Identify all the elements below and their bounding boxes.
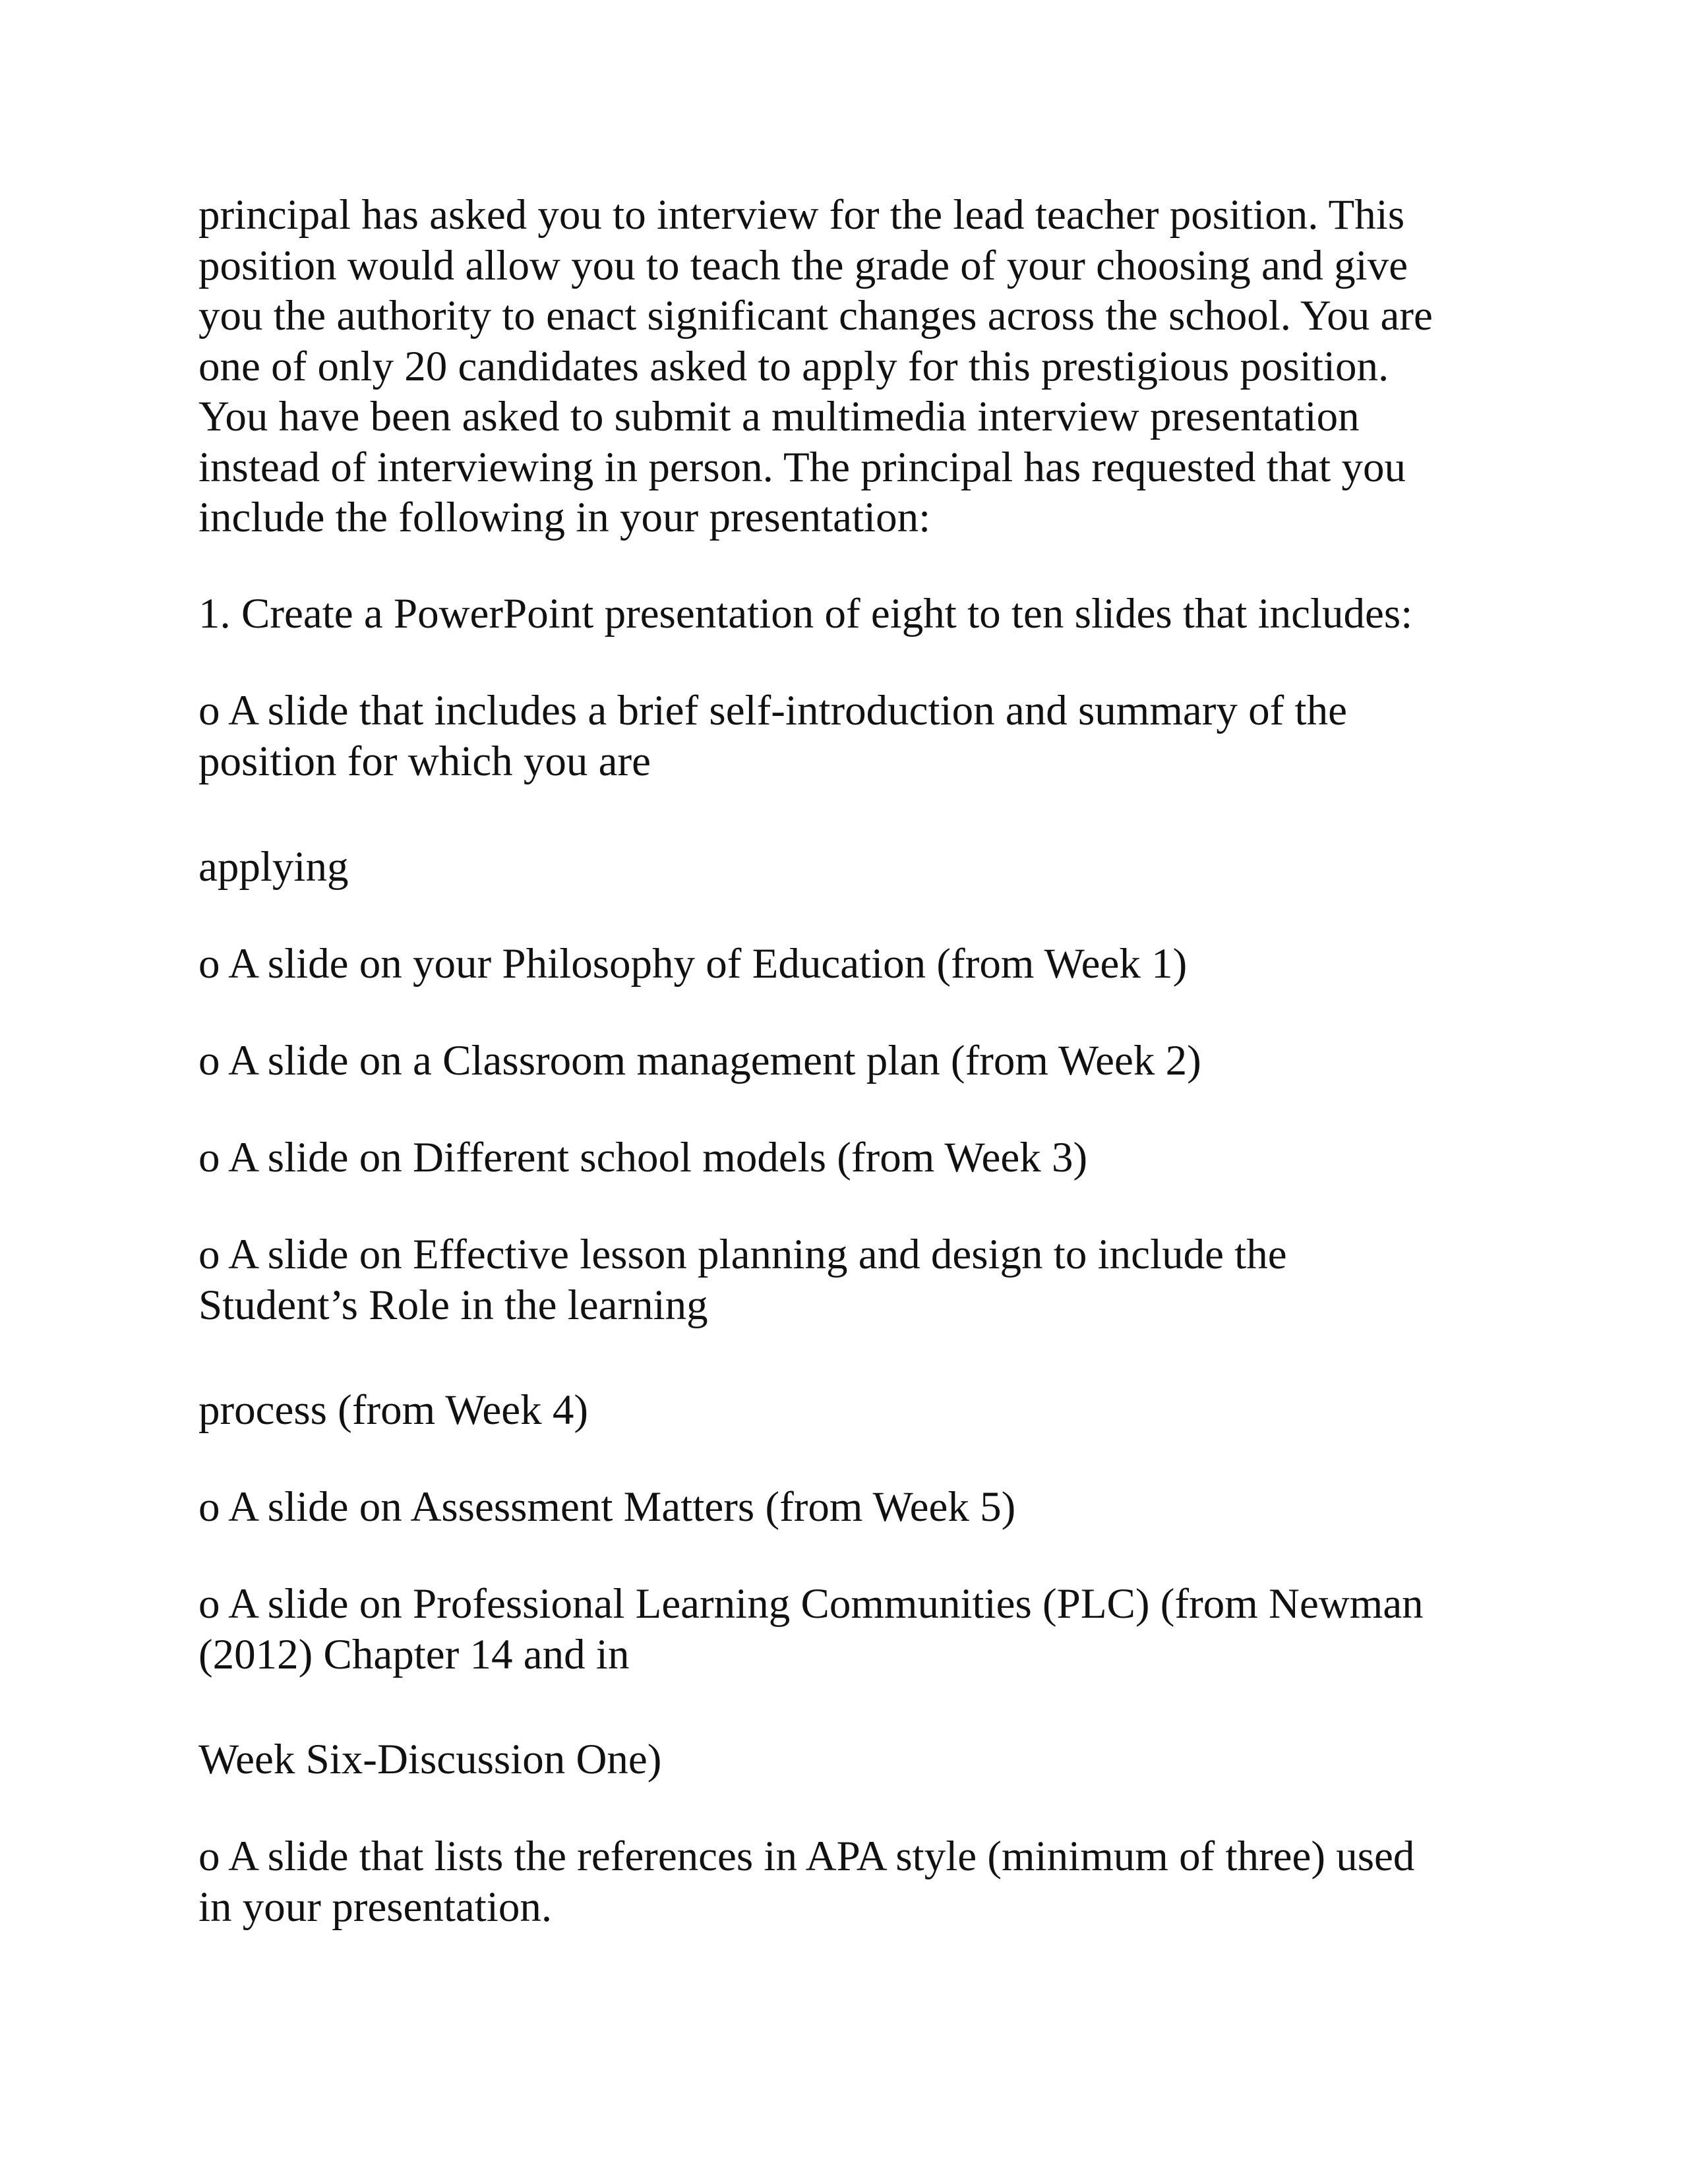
- text-line: position would allow you to teach the grade of your choosing and give: [198, 241, 1408, 289]
- text-line: You have been asked to submit a multimedia interview presentation: [198, 393, 1360, 440]
- bullet-references: [198, 1831, 1414, 1932]
- text-line: in your presentation.: [198, 1883, 553, 1931]
- bullet-school-models: [198, 1133, 1087, 1183]
- text-line: include the following in your presentation:: [198, 494, 931, 541]
- intro-paragraph: [198, 190, 1433, 543]
- bullet-plc: [198, 1579, 1424, 1680]
- bullet-classroom-management: [198, 1036, 1201, 1086]
- text-line: o A slide that lists the references in APA style (minimum of three) used: [198, 1833, 1415, 1880]
- text-line: applying: [198, 843, 349, 891]
- bullet-philosophy: [198, 939, 1187, 989]
- text-line: process (from Week 4): [198, 1386, 588, 1434]
- numbered-item-1: [198, 589, 1412, 639]
- text-line: you the authority to enact significant changes across the school. You are: [198, 292, 1433, 339]
- bullet-lesson-planning-continued: [198, 1385, 588, 1436]
- text-line: o A slide that includes a brief self-introduction and summary of the: [198, 687, 1347, 734]
- bullet-assessment: [198, 1482, 1015, 1533]
- text-line: o A slide on your Philosophy of Education (from Week 1): [198, 940, 1188, 988]
- bullet-plc-continued: [198, 1734, 661, 1785]
- text-line: instead of interviewing in person. The principal has requested that you: [198, 443, 1406, 491]
- text-line: Student’s Role in the learning: [198, 1281, 708, 1329]
- bullet-self-introduction-continued: [198, 842, 348, 893]
- text-line: one of only 20 candidates asked to apply for this prestigious position.: [198, 342, 1389, 390]
- text-line: Week Six-Discussion One): [198, 1736, 662, 1783]
- text-line: (2012) Chapter 14 and in: [198, 1630, 630, 1678]
- text-line: o A slide on Different school models (from Week 3): [198, 1134, 1088, 1181]
- text-line: principal has asked you to interview for the lead teacher position. This: [198, 191, 1405, 239]
- text-line: 1. Create a PowerPoint presentation of eight to ten slides that includes:: [198, 590, 1413, 637]
- text-line: o A slide on Assessment Matters (from Week 5): [198, 1483, 1016, 1531]
- text-line: o A slide on Effective lesson planning and design to include the: [198, 1231, 1287, 1278]
- text-line: position for which you are: [198, 737, 651, 785]
- text-line: o A slide on Professional Learning Communities (PLC) (from Newman: [198, 1580, 1424, 1628]
- text-line: o A slide on a Classroom management plan (from Week 2): [198, 1037, 1201, 1084]
- bullet-self-introduction: [198, 686, 1347, 786]
- bullet-lesson-planning: [198, 1229, 1287, 1330]
